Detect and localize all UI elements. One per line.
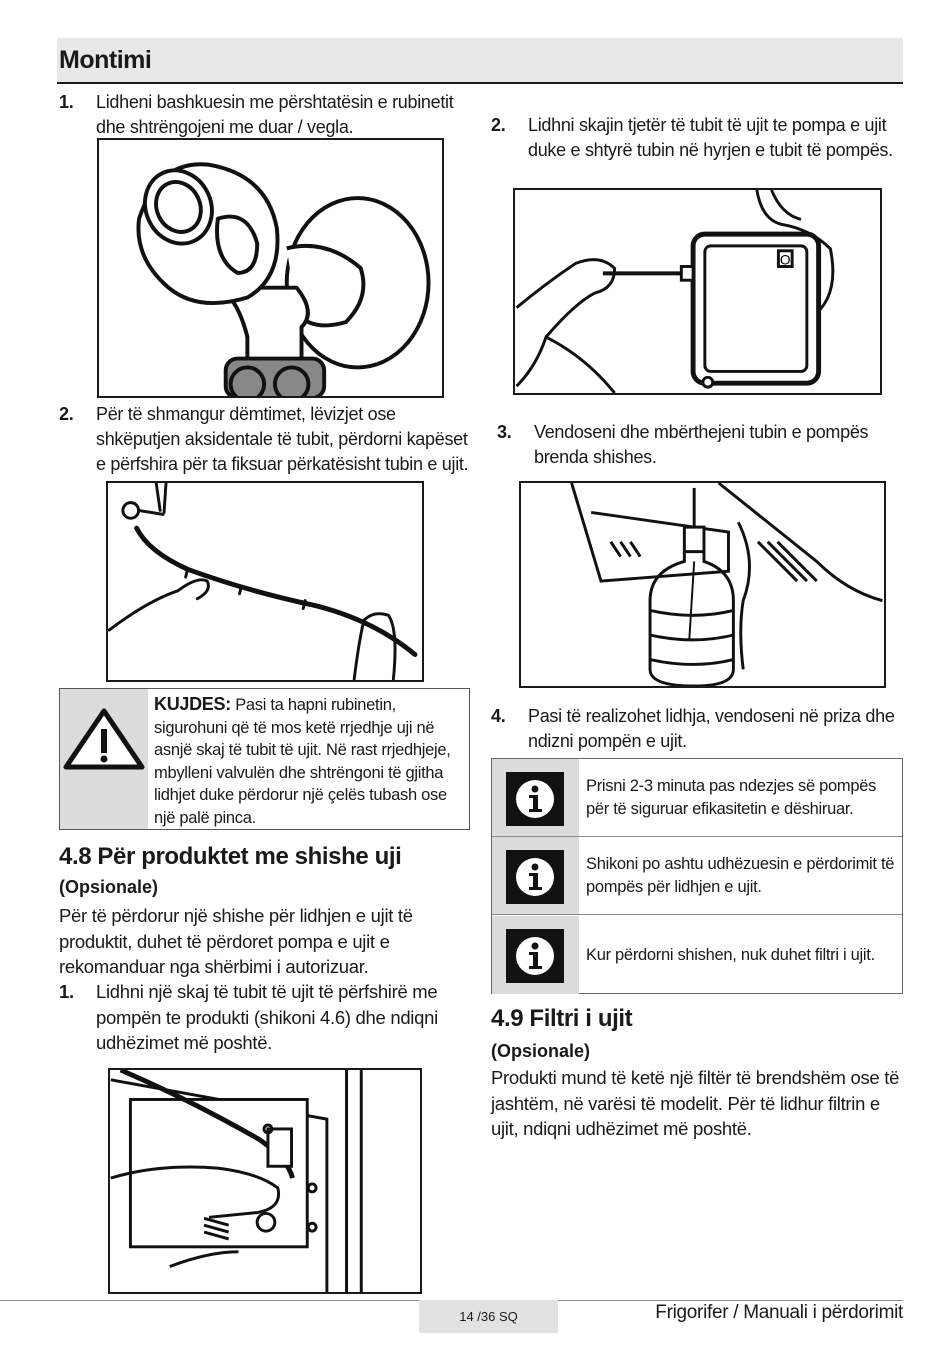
info-note-text: Kur përdorni shishen, nuk duhet filtri i ujit. xyxy=(586,945,875,964)
warning-triangle-icon xyxy=(60,689,148,829)
caution-box xyxy=(59,688,470,830)
figure-tap-adapter xyxy=(97,138,444,398)
info-note xyxy=(492,916,902,994)
pump-inlet-illustration xyxy=(515,190,880,393)
caution-text xyxy=(154,693,463,830)
step-text: Për të shmangur dëmtimet, lëvizjet ose shkëputjen aksidentale të tubit, përdorni kapëset e përfshira për ta fiksuar përkatësisht tubin e ujit. xyxy=(96,404,469,474)
section-4-8-intro: Për të përdorur një shishe për lidhjen e ujit të produktit, duhet të përdoret pompa e ujit e rekomanduar nga shërbimi i autorizuar. xyxy=(59,905,413,977)
section-title-4-9: 4.9 Filtri i ujit xyxy=(491,1005,633,1032)
info-note xyxy=(492,837,902,915)
info-icon-panel xyxy=(492,837,579,914)
optional-label: (Opsionale) xyxy=(491,1041,591,1061)
figure-bottle-pump xyxy=(519,481,886,688)
step-3-bottle xyxy=(497,420,903,470)
step-1-adapter xyxy=(59,90,459,140)
tap-adapter-illustration xyxy=(99,140,442,396)
section-header xyxy=(57,38,903,84)
bottle-pump-illustration xyxy=(521,483,884,686)
info-icon xyxy=(506,772,564,826)
step-text: Lidhni një skaj të tubit të ujit të përfshirë me pompën te produkti (shikoni 4.6) dhe ndiqni udhëzimet më poshtë. xyxy=(96,981,438,1053)
section-title-4-8: 4.8 Për produktet me shishe uji xyxy=(59,843,402,870)
info-icon-panel xyxy=(492,916,579,994)
step-text: Vendoseni dhe mbërthejeni tubin e pompës brenda shishes. xyxy=(534,422,869,467)
info-note xyxy=(492,759,902,837)
page-title: Montimi xyxy=(59,46,152,74)
info-note-text: Shikoni po ashtu udhëzuesin e përdorimit të pompës për lidhjen e ujit. xyxy=(586,854,895,896)
optional-label: (Opsionale) xyxy=(59,877,159,897)
step-number: 1. xyxy=(59,981,74,1002)
step-number: 3. xyxy=(497,422,512,442)
step-number: 2. xyxy=(59,404,74,424)
info-note-text: Prisni 2-3 minuta pas ndezjes së pompës për të siguruar efikasitetin e dëshiruar. xyxy=(586,776,877,818)
pump-switch-label: O xyxy=(779,252,791,268)
step-text: Lidhni skajin tjetër të tubit të ujit te pompa e ujit duke e shtyrë tubin në hyrjen e tubit të pompës. xyxy=(528,115,893,160)
step-1-connect-pump xyxy=(59,979,479,1056)
caution-icon-panel xyxy=(60,689,148,829)
figure-pump-inlet xyxy=(513,188,882,395)
figure-hose-clips xyxy=(106,481,424,682)
figure-pump-connection xyxy=(108,1068,422,1294)
caution-label: KUJDES: xyxy=(154,694,231,714)
pump-connection-illustration xyxy=(110,1070,420,1292)
page-number: 14 /36 SQ xyxy=(419,1300,558,1333)
info-icon-panel xyxy=(492,759,579,836)
step-2-clips xyxy=(59,402,479,477)
document-title: Frigorifer / Manuali i përdorimit xyxy=(655,1302,903,1323)
hose-clips-illustration xyxy=(108,483,422,680)
step-text: Lidheni bashkuesin me përshtatësin e rubinetit dhe shtrëngojeni me duar / vegla. xyxy=(96,92,454,137)
info-icon xyxy=(506,850,564,904)
step-text: Pasi të realizohet lidhja, vendoseni në priza dhe ndizni pompën e ujit. xyxy=(528,706,895,751)
caution-message: Pasi ta hapni rubinetin, sigurohuni që të mos ketë rrjedhje uji në asnjë skaj të tubit të ujit. Në rast rrjedhjeje, mbylleni valvulën dhe shtrëngoni të gjitha lidhjet duke përdorur një çelës tubash ose një palë pinca. xyxy=(154,696,451,827)
step-number: 1. xyxy=(59,92,74,112)
step-2-hose-to-pump xyxy=(491,113,903,163)
step-number: 4. xyxy=(491,706,506,726)
step-4-power-on xyxy=(491,704,903,754)
info-icon xyxy=(506,929,564,983)
info-notes xyxy=(491,758,903,994)
section-4-9-text: Produkti mund të ketë një filtër të brendshëm ose të jashtëm, në varësi të modelit. Për të lidhur filtrin e ujit, ndiqni udhëzimet më poshtë. xyxy=(491,1067,900,1139)
step-number: 2. xyxy=(491,115,506,135)
